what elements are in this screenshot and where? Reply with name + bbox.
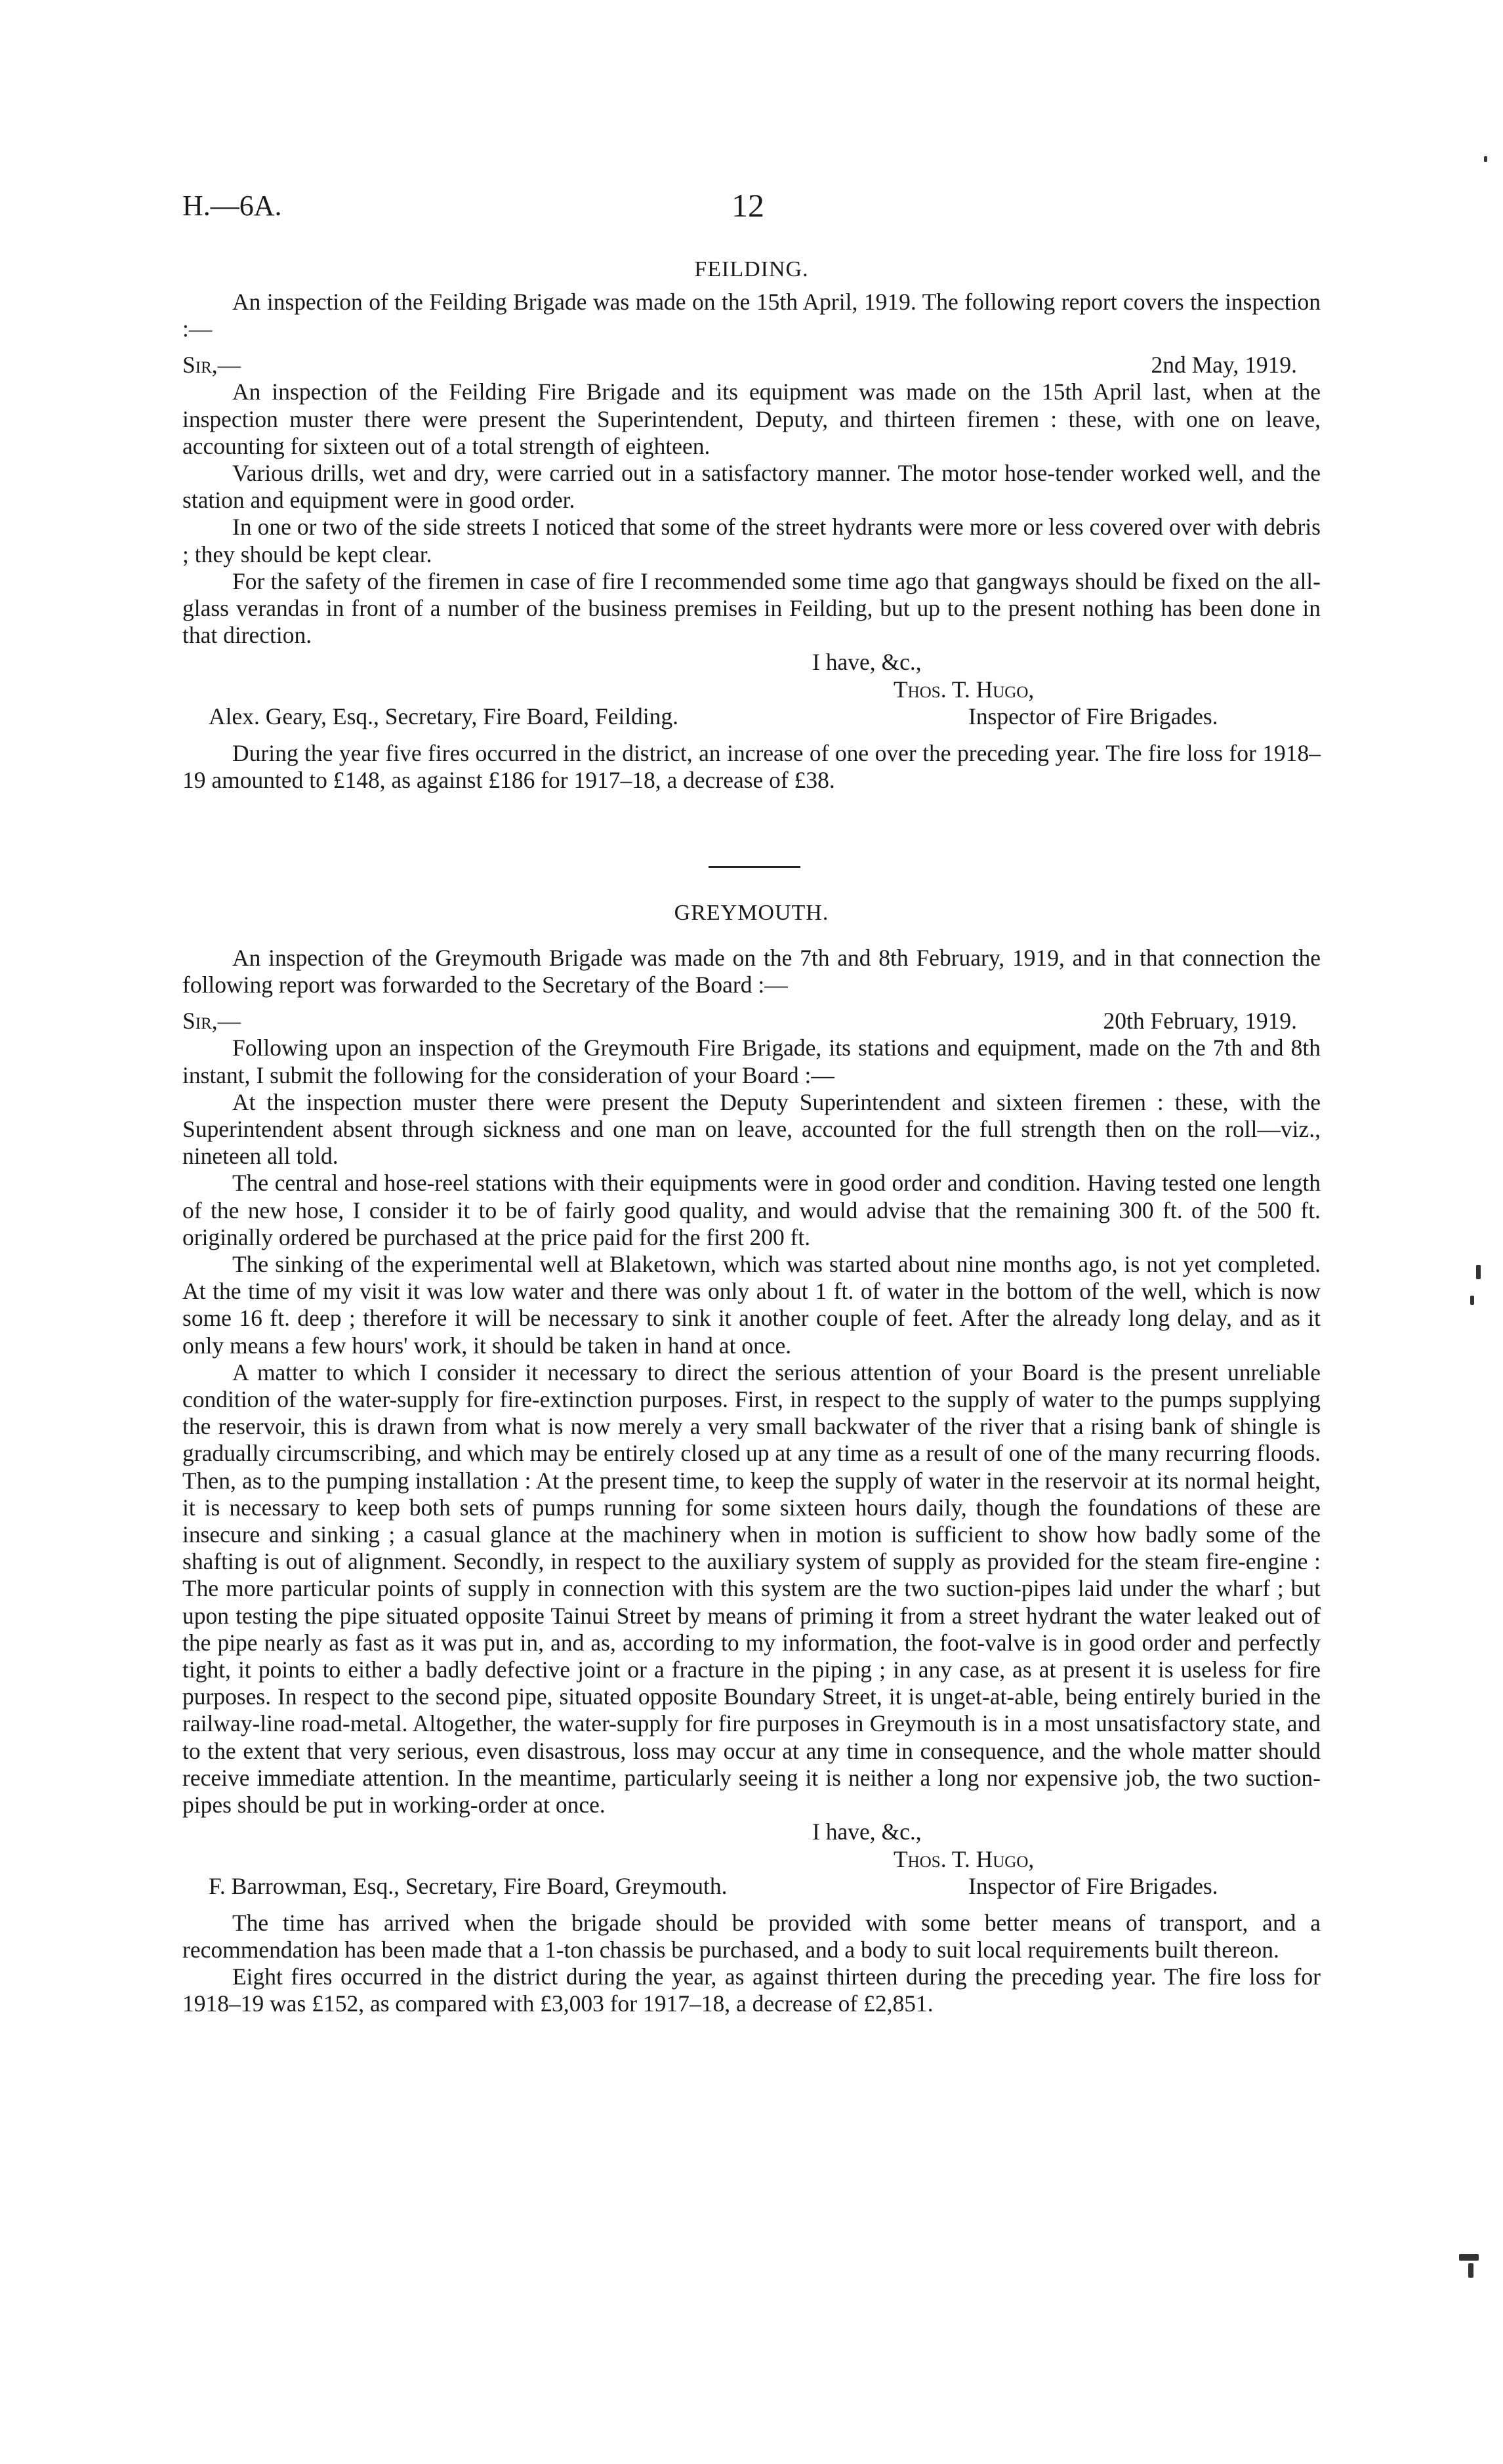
feilding-signatory-title: Inspector of Fire Brigades. (968, 703, 1218, 729)
feilding-intro: An inspection of the Feilding Brigade was made on the 15th April, 1919. The following report covers the inspection :— (182, 289, 1321, 342)
greymouth-salutation: Sir,— (182, 1008, 241, 1035)
greymouth-signatory: Thos. T. Hugo, (894, 1845, 1035, 1872)
greymouth-signature-row (182, 1873, 1321, 1900)
feilding-summary: During the year five fires occurred in the district, an increase of one over the preceding year. The fire loss for 1918–19 amounted to £148, as against £186 for 1917–18, a decrease of £38. (182, 739, 1321, 794)
greymouth-intro: An inspection of the Greymouth Brigade was made on the 7th and 8th February, 1919, and in that connection the following report was forwarded to the Secretary of the Board :— (182, 945, 1321, 998)
feilding-signature-row (182, 703, 1321, 731)
feilding-paragraph: An inspection of the Feilding Fire Brigade and its equipment was made on the 15th April last, when at the inspection muster there were present the Superintendent, Deputy, and thirteen firemen : these, with one on leave, accounting for sixteen out of a total strength of eighteen. (182, 379, 1321, 459)
feilding-salutation-row (182, 352, 1321, 379)
scan-speck (1459, 2254, 1479, 2261)
page-number: 12 (731, 187, 764, 224)
scan-speck (1468, 2263, 1473, 2278)
greymouth-paragraph: Following upon an inspection of the Greymouth Fire Brigade, its stations and equipment, made on the 7th and 8th instant, I submit the following for the consideration of your Board :— (182, 1035, 1321, 1088)
section-divider (709, 866, 800, 868)
greymouth-transport: The time has arrived when the brigade should be provided with some better means of transport, and a recommendation has been made that a 1-ton chassis be purchased, and a body to suit local requirements built thereon. (182, 1909, 1321, 1963)
greymouth-paragraph: The central and hose-reel stations with their equipments were in good order and condition. Having tested one length of the new hose, I consider it to be of fairly good quality, and would advise that the remaining 300 ft. of the 500 ft. originally ordered be purchased at the price paid for the first 200 ft. (182, 1170, 1321, 1250)
feilding-section (182, 289, 1321, 794)
greymouth-paragraph: The sinking of the experimental well at Blaketown, which was started about nine months ago, is not yet completed. At the time of my visit it was low water and there was only about 1 ft. of water in the bottom of the well, which is now some 16 ft. deep ; therefore it will be necessary to sink it another couple of feet. After the already long delay, and as it only means a few hours' work, it should be taken in hand at once. (182, 1251, 1321, 1359)
greymouth-closing: I have, &c., (812, 1818, 922, 1845)
scan-speck (1476, 1265, 1481, 1279)
feilding-paragraph: For the safety of the firemen in case of fire I recommended some time ago that gangways should be fixed on the all-glass verandas in front of a number of the business premises in Feilding, but up to the present nothing has been done in that direction. (182, 567, 1321, 649)
feilding-paragraph: In one or two of the side streets I noticed that some of the street hydrants were more or less covered over with debris ; they should be kept clear. (182, 514, 1321, 567)
greymouth-summary: Eight fires occurred in the district during the year, as against thirteen during the preceding year. The fire loss for 1918–19 was £152, as compared with £3,003 for 1917–18, a decrease of £2,851. (182, 1963, 1321, 2017)
section-title-feilding: FEILDING. (694, 257, 809, 281)
greymouth-salutation-row (182, 1008, 1321, 1035)
scan-speck (1484, 156, 1487, 162)
feilding-addressee: Alex. Geary, Esq., Secretary, Fire Board, Feilding. (209, 703, 679, 729)
section-title-greymouth: GREYMOUTH. (674, 901, 829, 925)
feilding-closing: I have, &c., (812, 649, 922, 676)
greymouth-addressee: F. Barrowman, Esq., Secretary, Fire Board, Greymouth. (209, 1872, 728, 1899)
feilding-salutation: Sir,— (182, 352, 241, 379)
greymouth-signatory-title: Inspector of Fire Brigades. (968, 1872, 1218, 1899)
greymouth-section (182, 945, 1321, 2018)
document-reference: H.—6A. (182, 190, 282, 222)
greymouth-paragraph: A matter to which I consider it necessary to direct the serious attention of your Board is the present unreliable condition of the water-supply for fire-extinction purposes. First, in respect to the supply of water to the pumps supplying the reservoir, this is drawn from what is now merely a very small backwater of the river that a rising bank of shingle is gradually circumscribing, and which may be entirely closed up at any time as a result of one of the many recurring floods. Then, as to the pumping installation : At the present time, to keep the supply of water in the reservoir at its normal height, it is necessary to keep both sets of pumps running for some sixteen hours daily, though the foundations of these are insecure and sinking ; a casual glance at the machinery when in motion is sufficient to show how badly some of the shafting is out of alignment. Secondly, in respect to the auxiliary system of supply as provided for the steam fire-engine : The more particular points of supply in connection with this system are the two suction-pipes laid under the wharf ; but upon testing the pipe situated opposite Tainui Street by means of priming it from a street hydrant the water leaked out of the pipe nearly as fast as it was put in, and as, according to my information, the foot-valve is in good order and perfectly tight, it points to either a badly defective joint or a fracture in the piping ; in any case, as at present it is useless for fire purposes. In respect to the second pipe, situated opposite Boundary Street, it is unget-at-able, being entirely buried in the railway-line road-metal. Altogether, the water-supply for fire purposes in Greymouth is in a most unsatisfactory state, and to the extent that very serious, even disastrous, loss may occur at any time in consequence, and the whole matter should receive immediate attention. In the meantime, particularly seeing it is neither a long nor expensive job, the two suction-pipes should be put in working-order at once. (182, 1359, 1321, 1818)
feilding-paragraph: Various drills, wet and dry, were carried out in a satisfactory manner. The motor hose-tender worked well, and the station and equipment were in good order. (182, 460, 1321, 514)
scan-speck (1470, 1296, 1474, 1305)
feilding-signatory: Thos. T. Hugo, (894, 676, 1035, 703)
feilding-letter-date: 2nd May, 1919. (1151, 352, 1297, 379)
greymouth-letter-date: 20th February, 1919. (1103, 1008, 1297, 1035)
greymouth-paragraph: At the inspection muster there were present the Deputy Superintendent and sixteen firemen : these, with the Superintendent absent through sickness and one man on leave, accounted for the full strength then on the roll—viz., nineteen all told. (182, 1088, 1321, 1170)
